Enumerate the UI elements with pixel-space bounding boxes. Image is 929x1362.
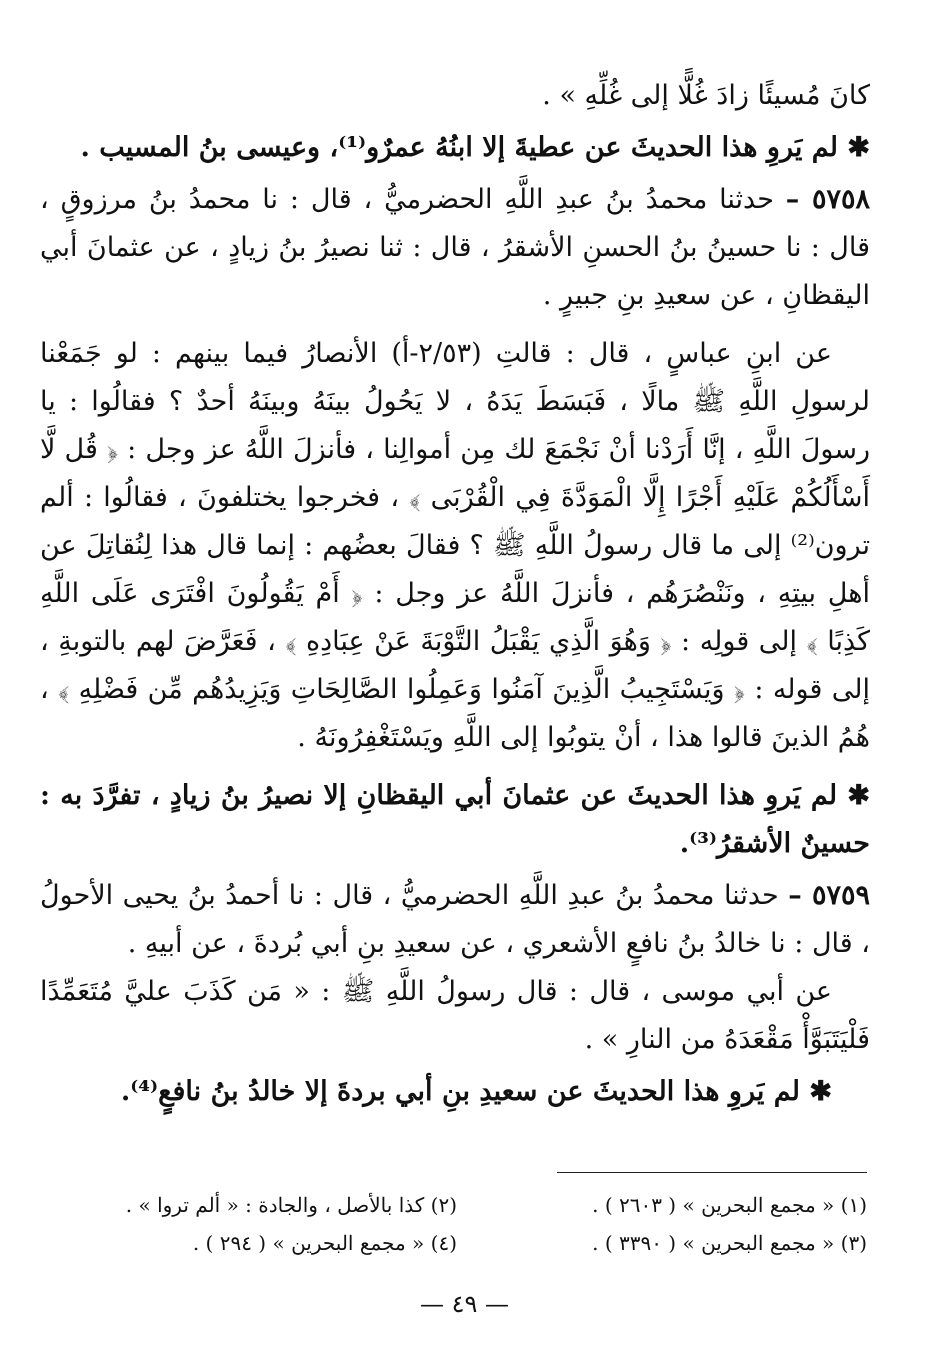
hadith-number-5759: ٥٧٥٩ –: [788, 880, 871, 911]
hadith-5759-matn: عن أبي موسى ، قال : قال رسولُ اللَّهِ ﷺ : « مَن كَذَبَ عليَّ مُتَعَمِّدًا فَلْيَتَبَوَّأْ مَقْعَدَهُ من النارِ » .: [40, 976, 870, 1055]
page-body: [40, 72, 870, 1116]
page-number: — ٤٩ —: [419, 1290, 510, 1318]
footnote-2: (٢) كذا بالأصل ، والجادة : « ألم تروا » .: [125, 1193, 457, 1217]
note-no-other-narrator-3: ✱ لم يَروِ هذا الحديثَ عن سعيدِ بنِ أبي بردةَ إلا خالدُ بنُ نافعٍ⁽⁴⁾.: [120, 1076, 832, 1107]
hadith-5759-chain: [40, 872, 870, 968]
hadith-5759-text: حدثنا محمدُ بنُ عبدِ اللَّهِ الحضرميُّ ، قال : نا أحمدُ بنُ يحيى الأحولُ ، قال : نا خالدُ بنُ نافعٍ الأشعري ، عن سعيدِ بنِ أبي بُردةَ ، عن أبيهِ .: [40, 880, 870, 959]
footnote-4: (٤) « مجمع البحرين » ( ٢٩٤ ) .: [192, 1231, 457, 1255]
note-no-other-narrator-1: ✱ لم يَروِ هذا الحديثَ عن عطيةَ إلا ابنُهُ عمرٌو⁽¹⁾، وعيسى بنُ المسيب .: [80, 132, 870, 163]
note-no-other-narrator-2: ✱ لم يَروِ هذا الحديثَ عن عثمانَ أبي اليقظانِ إلا نصيرُ بنُ زيادٍ ، تفرَّدَ به : حسينٌ الأشقرُ⁽³⁾.: [40, 780, 870, 859]
footnote-divider: [557, 1172, 867, 1173]
footnote-1: (١) « مجمع البحرين » ( ٢٦٠٣ ) .: [592, 1193, 867, 1217]
footnote-3: (٣) « مجمع البحرين » ( ٣٣٩٠ ) .: [592, 1231, 867, 1255]
hadith-number-5758: ٥٧٥٨ –: [785, 184, 870, 215]
text-line-1: كانَ مُسيئًا زادَ غُلًّا إلى غُلِّهِ » .: [542, 80, 870, 111]
hadith-5758-matn: عن ابنِ عباسٍ ، قال : قالتِ (٢/٥٣-أ) الأنصارُ فيما بينهم : لو جَمَعْنا لرسولِ اللَّهِ ﷺ مالًا ، فَبَسَطَ يَدَهُ ، لا يَحُولُ بينَهُ وبينَهُ أحدٌ ؟ فقالُوا : يا رسولَ اللَّهِ ، إنَّا أَرَدْنا أنْ نَجْمَعَ لك مِن أموالِنا ، فأنزلَ اللَّهُ عز وجل : ﴿ قُل لَّا أَسْأَلُكُمْ عَلَيْهِ أَجْرًا إِلَّا الْمَوَدَّةَ فِي الْقُرْبَى ﴾ ، فخرجوا يختلفونَ ، فقالُوا : ألم ترون⁽²⁾ إلى ما قال رسولُ اللَّهِ ﷺ ؟ فقالَ بعضُهم : إنما قال هذا لِنُقاتِلَ عن أهلِ بيتِهِ ، ونَنْصُرَهُم ، فأنزلَ اللَّهُ عز وجل : ﴿ أَمْ يَقُولُونَ افْتَرَى عَلَى اللَّهِ كَذِبًا ﴾ إلى قولِه : ﴿ وَهُوَ الَّذِي يَقْبَلُ التَّوْبَةَ عَنْ عِبَادِهِ ﴾ ، فَعَرَّضَ لهم بالتوبةِ ، إلى قوله : ﴿ وَيَسْتَجِيبُ الَّذِينَ آمَنُوا وَعَمِلُوا الصَّالِحَاتِ وَيَزِيدُهُم مِّن فَضْلِهِ ﴾ ، هُمُ الذينَ قالوا هذا ، أنْ يتوبُوا إلى اللَّهِ ويَسْتَغْفِرُونَهُ .: [40, 338, 870, 753]
hadith-5758-text: حدثنا محمدُ بنُ عبدِ اللَّهِ الحضرميُّ ، قال : نا محمدُ بنُ مرزوقٍ ، قال : نا حسينُ بنُ الحسنِ الأشقرُ ، قال : ثنا نصيرُ بنُ زيادٍ ، عن عثمانَ أبي اليقظانِ ، عن سعيدِ بنِ جبيرٍ .: [40, 184, 870, 311]
hadith-5758-chain: [40, 176, 870, 320]
footnotes: [47, 1186, 867, 1262]
footnote-row-1: [47, 1186, 867, 1224]
footnote-row-2: [47, 1224, 867, 1262]
